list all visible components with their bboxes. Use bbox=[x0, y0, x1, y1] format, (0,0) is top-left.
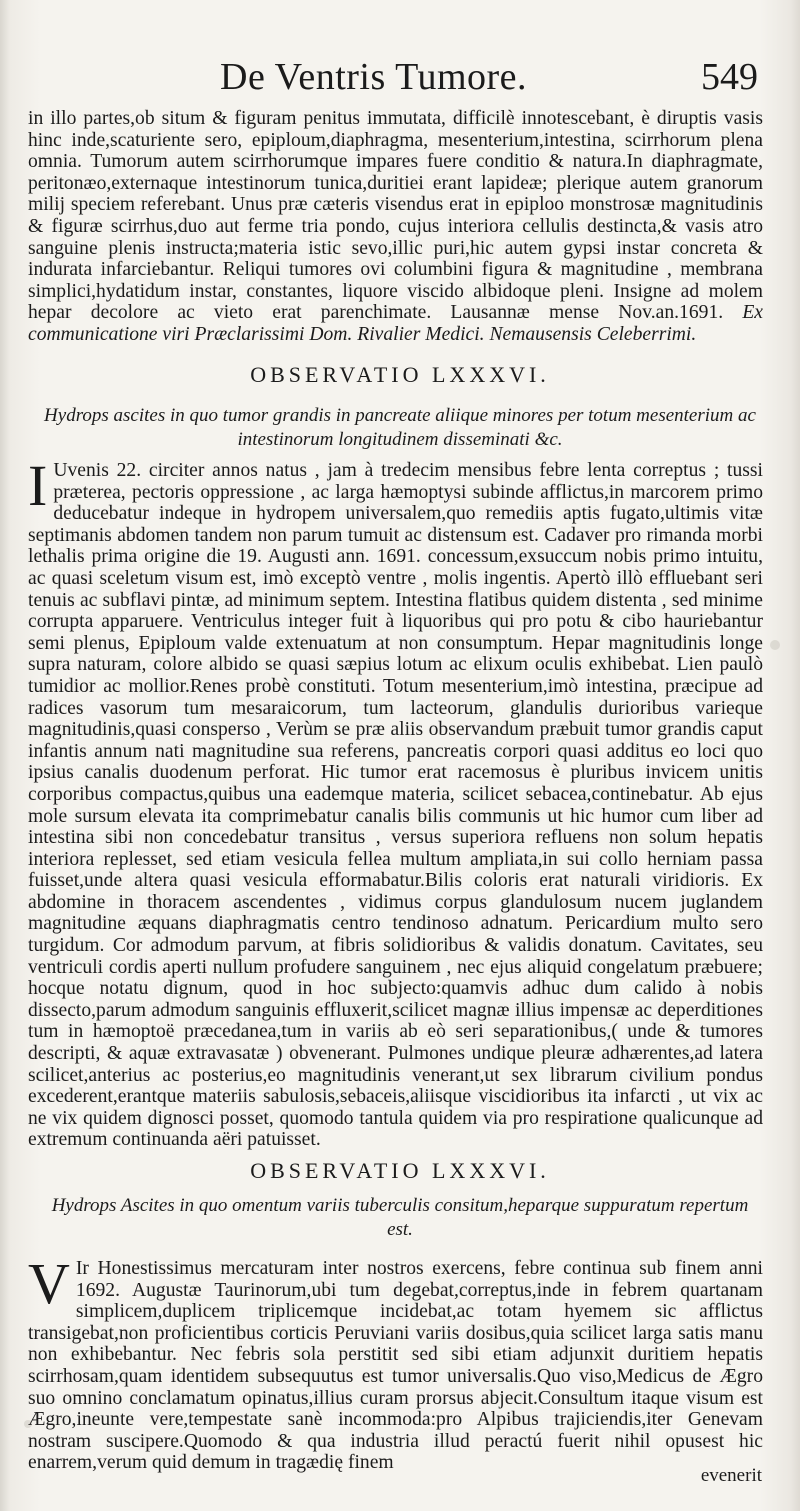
observation-heading: OBSERVATIO LXXXVI. bbox=[250, 362, 550, 387]
continuation-paragraph bbox=[28, 108, 763, 346]
observation-subtitle: Hydrops ascites in quo tumor grandis in pancreate aliique minores per totum mesenterium ac intestinorum longitudinem disseminati &c. bbox=[44, 405, 756, 450]
running-head: De Ventris Tumore. bbox=[220, 56, 528, 98]
drop-cap: I bbox=[28, 453, 48, 518]
continuation-text: in illo partes,ob situm & figuram penitus immutata, difficilè innotescebant, è diruptis vasis hinc inde,scaturiente sero, epiploum,diaphragma, mesenterium,intestina, scirrhorum plena omnia. Tumorum autem scirrhorumque impares fuere conditio & natura.In diaphragmate, peritonæo,externaque intestinorum tunica,duritiei erant lapideæ; plerique autem granorum milij speciem referebant. Unus præ cæteris visendus erat in epiploo monstrosæ magnitudinis & figuræ scirrhus,duo aut ferme tria pondo, cujus interiora cellulis destincta,& vasis atro sanguine plenis instructa;materia istic sevo,illic puri,hic autem gypsi instar concreta & indurata infarciebantur. Reliqui tumores ovi columbini figura & magnitudine , membrana simplici,hydatidum instar, constantes, liquore viscido albidoque pleni. Insigne ad molem hepar decolore ac vieto erat parenchimate. Lausannæ mense Nov.an.1691. bbox=[28, 108, 763, 324]
paper-spot bbox=[770, 640, 780, 650]
page-header bbox=[0, 55, 800, 105]
observation-body bbox=[28, 1251, 763, 1474]
catchword: evenerit bbox=[700, 1465, 762, 1486]
observation-text: Uvenis 22. circiter annos natus , jam à tredecim mensibus febre lenta correptus ; tussi præterea, pectoris oppressione , ac larga hæmoptysi subinde afflictus,in marcorem primo deducebatur indeque in hydropem universalem,quo remediis aptis fugato,ultimis vitæ septimanis abdomen tandem non parum tumuit ac distensum est. Cadaver pro rimanda morbi lethalis prima origine die 19. Augusti ann. 1691. concessum,exsuccum nobis primo intuitu, ac quasi sceletum visum est, imò exceptò ventre , molis ingentis. Apertò illò effluebant seri tenuis ac subflavi pintæ, ad minimum septem. Intestina flatibus quidem distenta , sed minime corrupta apparuere. Ventriculus integer fuit à liquoribus qui pro potu & cibo hauriebantur semi plenus, Epiploum valde extenuatum at non consumptum. Hepar magnitudinis longe supra naturam, colore albido se quasi sæpius lotum ac elixum oculis exhibebat. Lien paulò tumidior ac mollior.Renes probè constituti. Totum mesenterium,imò intestina, præcipue ad radices vasorum tum mesaraicorum, tum lacteorum, glandulis durioribus varieque magnitudinis,quasi consperso , Verùm se præ aliis observandum præbuit tumor grandis caput infantis annum nati magnitudine sua referens, pancreatis corpori quasi additus eo loci quo ipsius canalis duodenum perforat. Hic tumor erat racemosus è pluribus invicem unitis corporibus compactus,quibus una eademque materia, scilicet sebacea,continebatur. Ab ejus mole sursum elevata ita comprimebatur canalis bilis communis ut hic humor cum liber ad intestina sibi non concedebatur transitus , versus superiora refluens non solum hepatis interiora replesset, sed etiam vesicula fellea multum ampliata,in sui collo herniam passa fuisset,unde altera quasi vesicula efformabatur.Bilis coloris erat naturali viridioris. Ex abdomine in thoracem ascendentes , vidimus corpus glandulosum nucem juglandem magnitudine æquans diaphragmatis centro tendinoso adnatum. Pericardium multo sero turgidum. Cor admodum parvum, at fibris solidioribus & validis donatum. Cavitates, seu ventriculi cordis aperti nullum profudere sanguinem , nec ejus aliquid congelatum præbuere; hocque notatu dignum, quod in hoc subjecto:quamvis adhuc dum calido à nobis dissecto,parum admodum sanguinis effluxerit,scilicet magnæ illius impensæ ac deperditiones tum in hæmoptoë præcedanea,tum in variis ab eò seri separationibus,( unde & tumores descripti, & aquæ extravasatæ ) obvenerant. Pulmones undique pleuræ adhærentes,ad latera scilicet,anterius ac posterius,eo magnitudinis venerant,ut sex librarum civilium pondus excederent,erantque materiis sabulosis,sebaceis,aliisque viscidioribus ita infarcti , ut vix ac ne vix quidem dignosci posset, quomodo tantula quidem via pro respiratione qualicunque ad extremum continuanda aëri patuisset. bbox=[28, 460, 763, 1151]
observation-heading: OBSERVATIO LXXXVI. bbox=[250, 1158, 550, 1183]
observation-body bbox=[28, 453, 763, 1151]
paper-spot bbox=[24, 1420, 32, 1428]
attribution: Ex communicatione viri Præclarissimi Dom. Rivalier Medici. Nemausensis Celeberrimi. bbox=[28, 302, 763, 345]
page-number: 549 bbox=[701, 56, 758, 98]
observation-subtitle: Hydrops Ascites in quo omentum variis tuberculis consitum,heparque suppuratum repertum est. bbox=[51, 1195, 749, 1240]
observation-text: Ir Honestissimus mercaturam inter nostros exercens, febre continua sub finem anni 1692. Augustæ Taurinorum,ubi tum degebat,correptus,inde in febrem quartanam simplicem,duplicem triplicemque incidebat,ac totam hyemem sic afflictus transigebat,non proficientibus corticis Peruviani variis dosibus,quia scilicet larga satis manu non exhibebantur. Nec febris sola perstitit sed sibi etiam adjunxit duritiem hepatis scirrhosam,quam identidem subsequutus est tumor universalis.Quo viso,Medicus de Ægro suo omnino conclamatum opinatus,illius curam prorsus abjecit.Consultum itaque visum est Ægro,ineunte vere,tempestate sanè incommoda:pro Alpibus trajiciendis,iter Genevam nostram suscipere.Quomodo & qua industria illud peractú fuerit nihil opusest hic enarrem,verum quid demum in tragædię finem bbox=[28, 1258, 763, 1474]
drop-cap: V bbox=[28, 1251, 70, 1316]
